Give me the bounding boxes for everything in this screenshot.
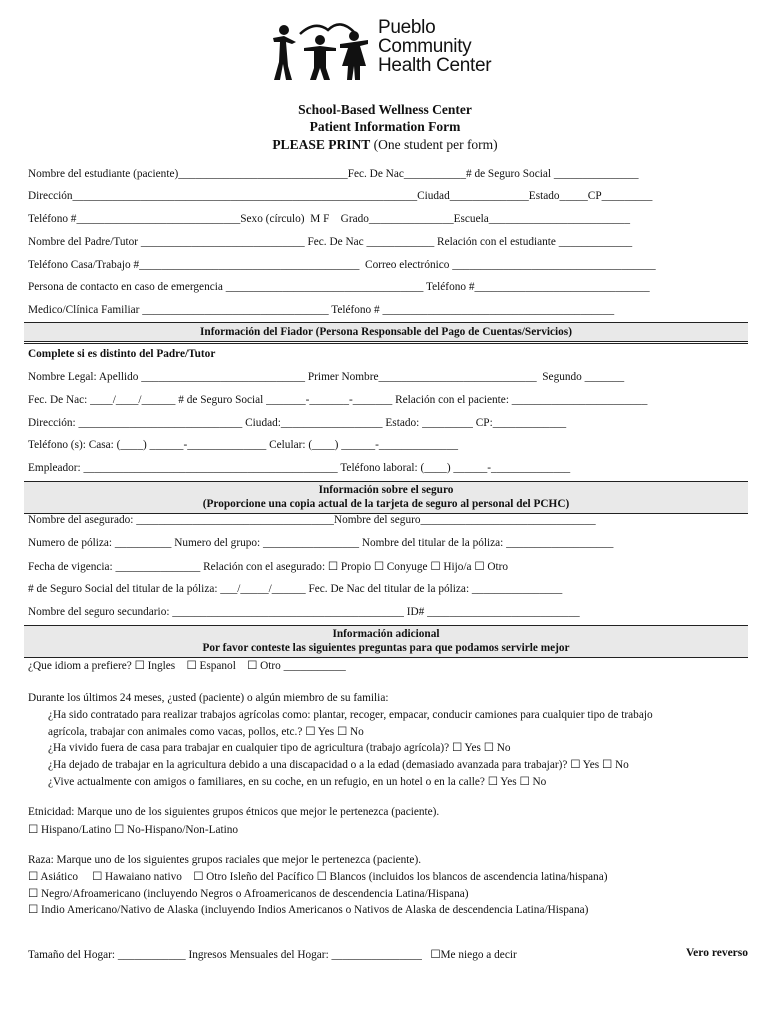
form-title: School-Based Wellness Center <box>298 102 472 117</box>
secondary-insurance-line[interactable]: Nombre del seguro secundario: _________________________________________ ID# ___________________________ <box>28 606 580 618</box>
stopped-work-question[interactable]: ¿Ha dejado de trabajar en la agricultura debido a una discapacidad o a la edad (demasiado avanzada para trabajar)? ☐ Yes ☐ No <box>48 759 629 771</box>
guarantor-address-line[interactable]: Dirección: _____________________________ Ciudad:__________________ Estado: _________ CP:_____________ <box>28 417 567 429</box>
divider <box>24 343 748 344</box>
logo-line-2: Community <box>378 36 472 57</box>
farmwork-question: ¿Ha sido contratado para realizar trabajos agrícolas como: plantar, recoger, empacar, conducir camiones para cualquier tipo de trabajo <box>48 709 653 721</box>
guarantor-heading: Información del Fiador (Persona Responsable del Pago de Cuentas/Servicios) <box>24 322 748 342</box>
please-print: PLEASE PRINT <box>272 137 371 152</box>
logo-line-1: Pueblo <box>378 17 436 38</box>
guarantor-employer-line[interactable]: Empleador: _____________________________________________ Teléfono laboral: (____) ______-______________ <box>28 462 571 474</box>
family-figures-icon <box>270 16 375 84</box>
ethnicity-question: Etnicidad: Marque uno de los siguientes grupos étnicos que mejor le pertenezca (paciente). <box>28 806 440 818</box>
guarantor-phone-line[interactable]: Teléfono (s): Casa: (____) ______-______________ Celular: (____) ______-______________ <box>28 439 458 451</box>
parent-line[interactable]: Nombre del Padre/Tutor _____________________________ Fec. De Nac ____________ Relación con el estudiante _____________ <box>28 236 633 248</box>
housing-question[interactable]: ¿Vive actualmente con amigos o familiares, en su coche, en un refugio, en un hotel o en la calle? ☐ Yes ☐ No <box>48 776 547 788</box>
pchc-logo <box>270 16 510 84</box>
farmwork-question-cont[interactable]: agrícola, trabajar con animales como vacas, pollos, etc.? ☐ Yes ☐ No <box>48 726 364 738</box>
insurance-heading-title: Información sobre el seguro <box>318 484 454 496</box>
patient-phone-line[interactable]: Teléfono #_____________________________Sexo (círculo) M F Grado_______________Escuela_________________________ <box>28 213 630 225</box>
insurance-heading-note: (Proporcione una copia actual de la tarjeta de seguro al personal del PCHC) <box>202 498 570 510</box>
race-question: Raza: Marque uno de los siguientes grupos raciales que mejor le pertenezca (paciente). <box>28 854 422 866</box>
policy-holder-ssn-line[interactable]: # de Seguro Social del titular de la póliza: ___/_____/______ Fec. De Nac del titular de la póliza: ________________ <box>28 583 563 595</box>
guarantor-dob-line[interactable]: Fec. De Nac: ____/____/______ # de Seguro Social _______-_______-_______ Relación con el paciente: ________________________ <box>28 394 648 406</box>
additional-heading-title: Información adicional <box>332 628 440 640</box>
race-options-3[interactable]: ☐ Indio Americano/Nativo de Alaska (incluyendo Indios Americanos o Nativos de Alaska de descendencia Latina/Hispana) <box>28 904 589 916</box>
form-instruction <box>0 137 770 153</box>
insured-name-line[interactable]: Nombre del asegurado: ___________________________________Nombre del seguro_______________________________ <box>28 514 596 526</box>
ethnicity-options[interactable]: ☐ Hispano/Latino ☐ No-Hispano/Non-Latino <box>28 824 239 836</box>
family-doctor-line[interactable]: Medico/Clínica Familiar _________________________________ Teléfono # _________________________________________ <box>28 304 615 316</box>
one-student-note: (One student per form) <box>370 137 498 152</box>
home-phone-line[interactable]: Teléfono Casa/Trabajo #_______________________________________ Correo electrónico ____________________________________ <box>28 259 656 271</box>
patient-name-line[interactable]: Nombre del estudiante (paciente)______________________________Fec. De Nac___________# de Seguro Social _______________ <box>28 168 639 180</box>
emergency-contact-line[interactable]: Persona de contacto en caso de emergencia ___________________________________ Teléfono #_______________________________ <box>28 281 650 293</box>
language-question[interactable]: ¿Que idiom a prefiere? ☐ Ingles ☐ Espanol ☐ Otro ___________ <box>28 660 346 672</box>
lived-away-question[interactable]: ¿Ha vivido fuera de casa para trabajar en cualquier tipo de agricultura (trabajo agrícola)? ☐ Yes ☐ No <box>48 742 511 754</box>
additional-heading <box>24 625 748 658</box>
race-options-2[interactable]: ☐ Negro/Afroamericano (incluyendo Negros o Afroamericanos de descendencia Latina/Hispana) <box>28 888 469 900</box>
logo-wordmark <box>378 18 491 75</box>
form-subtitle: Patient Information Form <box>309 119 461 134</box>
policy-number-line[interactable]: Numero de póliza: __________ Numero del grupo: _________________ Nombre del titular de la póliza: ___________________ <box>28 537 614 549</box>
effective-date-line[interactable]: Fecha de vigencia: _______________ Relación con el asegurado: ☐ Propio ☐ Conyuge ☐ Hijo/a ☐ Otro <box>28 561 509 573</box>
guarantor-name-line[interactable]: Nombre Legal: Apellido _____________________________ Primer Nombre____________________________ Segundo _______ <box>28 371 625 383</box>
additional-heading-note: Por favor conteste las siguientes preguntas para que podamos servirle mejor <box>202 642 570 654</box>
family-intro: Durante los últimos 24 meses, ¿usted (paciente) o algún miembro de su familia: <box>28 692 389 704</box>
guarantor-subheading: Complete si es distinto del Padre/Tutor <box>28 348 216 360</box>
insurance-heading <box>24 481 748 514</box>
patient-address-line[interactable]: Dirección_____________________________________________________________Ciudad______________Estado_____CP_________ <box>28 190 653 202</box>
logo-line-3: Health Center <box>378 55 492 76</box>
race-options-1[interactable]: ☐ Asiático ☐ Hawaiano nativo ☐ Otro Isleño del Pacífico ☐ Blancos (incluidos los blancos de ascendencia latina/hispana) <box>28 871 608 883</box>
see-reverse-note: Vero reverso <box>685 947 748 959</box>
household-line[interactable]: Tamaño del Hogar: ____________ Ingresos Mensuales del Hogar: ________________ ☐Me niego a decir <box>28 949 517 961</box>
